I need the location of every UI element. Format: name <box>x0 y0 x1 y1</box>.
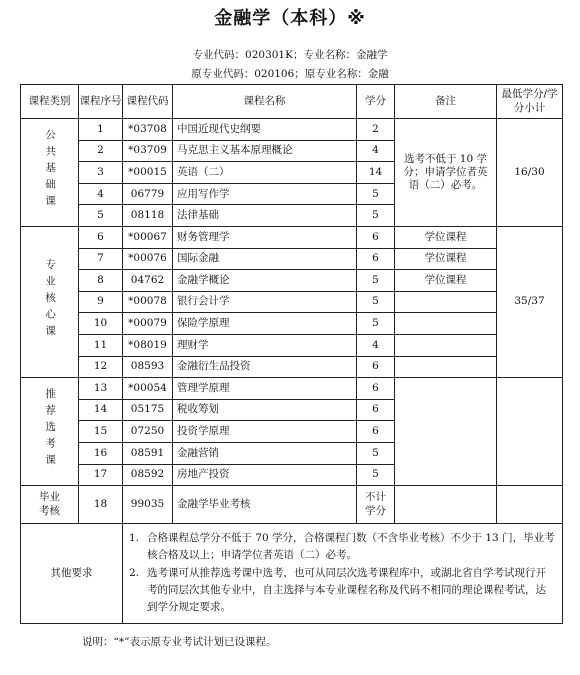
footnote: 说明：“*”表示原专业考试计划已设课程。 <box>82 636 277 648</box>
degree-course-note: 学位课程 <box>395 226 497 248</box>
public-note: 选考不低于 10 学分；申请学位者英语（二）必考。 <box>395 119 497 227</box>
table-row: 11 *08019 理财学 4 <box>21 334 563 356</box>
header-seq: 课程序号 <box>79 85 123 119</box>
category-other: 其他要求 <box>21 524 123 624</box>
table-row: 12 08593 金融衍生品投资 6 <box>21 356 563 378</box>
table-row: 10 *00079 保险学原理 5 <box>21 313 563 335</box>
category-public: 公共基础课 <box>21 119 79 227</box>
header-note: 备注 <box>395 85 497 119</box>
requirements-list <box>123 524 562 623</box>
original-major-line: 原专业代码：020106；原专业名称：金融 <box>191 68 389 80</box>
recommended-min-empty <box>497 378 563 486</box>
table-row: 8 04762 金融学概论 5 学位课程 <box>21 270 563 292</box>
core-min-credit: 35/37 <box>497 226 563 377</box>
table-row: 专业核心课 6 *00067 财务管理学 6 学位课程 35/37 <box>21 226 563 248</box>
header-code: 课程代码 <box>123 85 173 119</box>
category-core: 专业核心课 <box>21 226 79 377</box>
table-row: 15 07250 投资学原理 6 <box>21 421 563 443</box>
table-row: 2 *03709 马克思主义基本原理概论 4 <box>21 140 563 162</box>
requirement-item: 1. 合格课程总学分不低于 70 学分，合格课程门数（不含毕业考核）不少于 13 门，毕业考核合格及以上；申请学位者英语（二）必考。 <box>129 532 555 562</box>
table-row: 毕业考核 18 99035 金融学毕业考核 不计学分 <box>21 486 563 524</box>
table-row: 14 05175 税收筹划 6 <box>21 399 563 421</box>
table-row: 推荐选考课 13 *00054 管理学原理 6 <box>21 378 563 400</box>
header-category: 课程类别 <box>21 85 79 119</box>
header-credit: 学分 <box>357 85 395 119</box>
degree-course-note: 学位课程 <box>395 248 497 270</box>
table-header-row <box>21 85 563 119</box>
degree-course-note: 学位课程 <box>395 270 497 292</box>
public-min-credit: 16/30 <box>497 119 563 227</box>
table-row: 5 08118 法律基础 5 <box>21 205 563 227</box>
page-title: 金融学（本科）※ <box>214 8 366 29</box>
major-code-line: 专业代码：020301K；专业名称：金融学 <box>192 49 388 61</box>
table-row: 9 *00078 银行会计学 5 <box>21 291 563 313</box>
requirement-item: 2. 选考课可从推荐选考课中选考，也可从同层次选考课程库中，或湖北省自学考试现行开考的同层次其他专业中，自主选择与本专业课程名称及代码不相同的理论课程考试，达到学分规定要求。 <box>129 566 546 614</box>
category-graduation: 毕业考核 <box>21 486 79 524</box>
table-row: 17 08592 房地产投资 5 <box>21 464 563 486</box>
recommended-note-empty <box>395 378 497 486</box>
other-requirements-row <box>21 524 563 624</box>
table-row: 16 08591 金融营销 5 <box>21 442 563 464</box>
header-name: 课程名称 <box>173 85 357 119</box>
header-min-credit: 最低学分/学分小计 <box>497 85 563 119</box>
table-row: 4 06779 应用写作学 5 <box>21 183 563 205</box>
course-table <box>20 84 563 624</box>
table-row: 3 *00015 英语（二） 14 <box>21 162 563 184</box>
table-row: 公共基础课 1 *03708 中国近现代史纲要 2 选考不低于 10 学分；申请学位者英语（二）必考。 16/30 <box>21 119 563 141</box>
category-recommended: 推荐选考课 <box>21 378 79 486</box>
table-row: 7 *00076 国际金融 6 学位课程 <box>21 248 563 270</box>
